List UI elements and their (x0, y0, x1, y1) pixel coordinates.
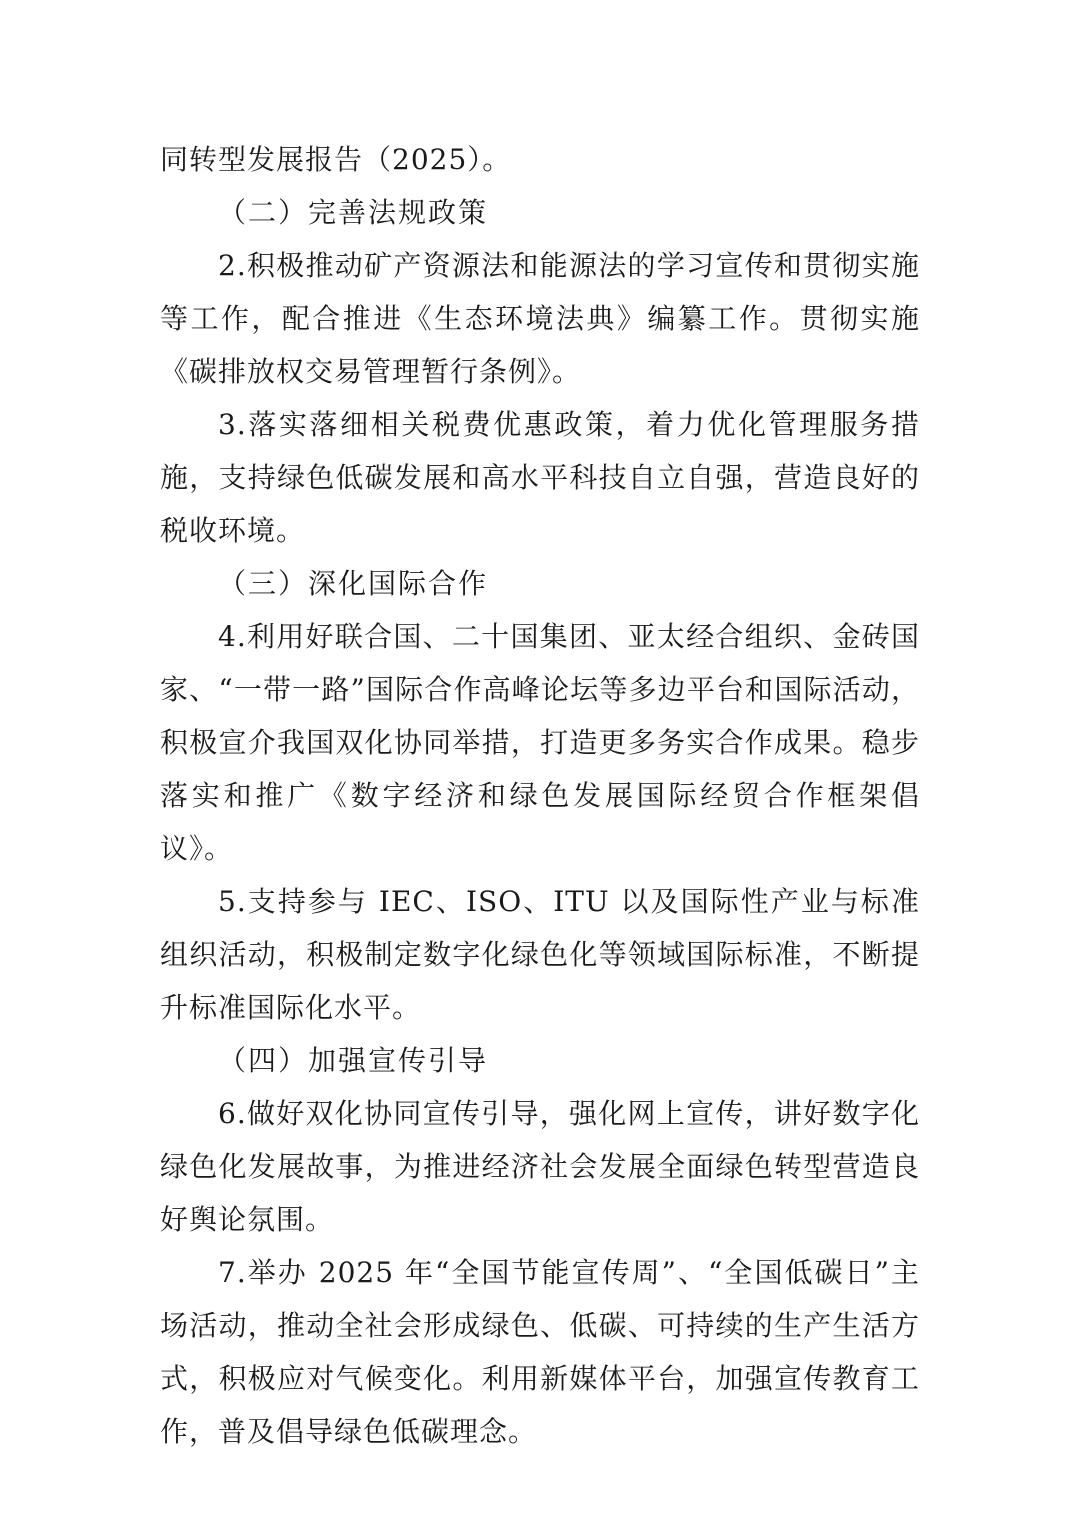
section-heading-2: （二）完善法规政策 (218, 196, 489, 229)
paragraph-item-6: 6.做好双化协同宣传引导，强化网上宣传，讲好数字化绿色化发展故事，为推进经济社会发展全面绿色转型营造良好舆论氛围。 (160, 1097, 920, 1236)
section-heading-3: （三）深化国际合作 (218, 567, 489, 600)
paragraph-item-4: 4.利用好联合国、二十国集团、亚太经合组织、金砖国家、“一带一路”国际合作高峰论坛等多边平台和国际活动，积极宣介我国双化协同举措，打造更多务实合作成果。稳步落实和推广《数字经济和绿色发展国际经贸合作框架倡议》。 (160, 620, 920, 865)
document-body (160, 133, 920, 1458)
paragraph-item-3: 3.落实落细相关税费优惠政策，着力优化管理服务措施，支持绿色低碳发展和高水平科技自立自强，营造良好的税收环境。 (160, 408, 920, 547)
section-heading-4: （四）加强宣传引导 (218, 1044, 489, 1077)
paragraph-item-7: 7.举办 2025 年“全国节能宣传周”、“全国低碳日”主场活动，推动全社会形成绿色、低碳、可持续的生产生活方式，积极应对气候变化。利用新媒体平台，加强宣传教育工作，普及倡导绿色低碳理念。 (160, 1256, 920, 1448)
paragraph-item-5: 5.支持参与 IEC、ISO、ITU 以及国际性产业与标准组织活动，积极制定数字化绿色化等领域国际标准，不断提升标准国际化水平。 (160, 885, 920, 1024)
continuation-paragraph: 同转型发展报告（2025）。 (160, 143, 512, 176)
paragraph-item-2: 2.积极推动矿产资源法和能源法的学习宣传和贯彻实施等工作，配合推进《生态环境法典》编纂工作。贯彻实施《碳排放权交易管理暂行条例》。 (160, 249, 920, 388)
